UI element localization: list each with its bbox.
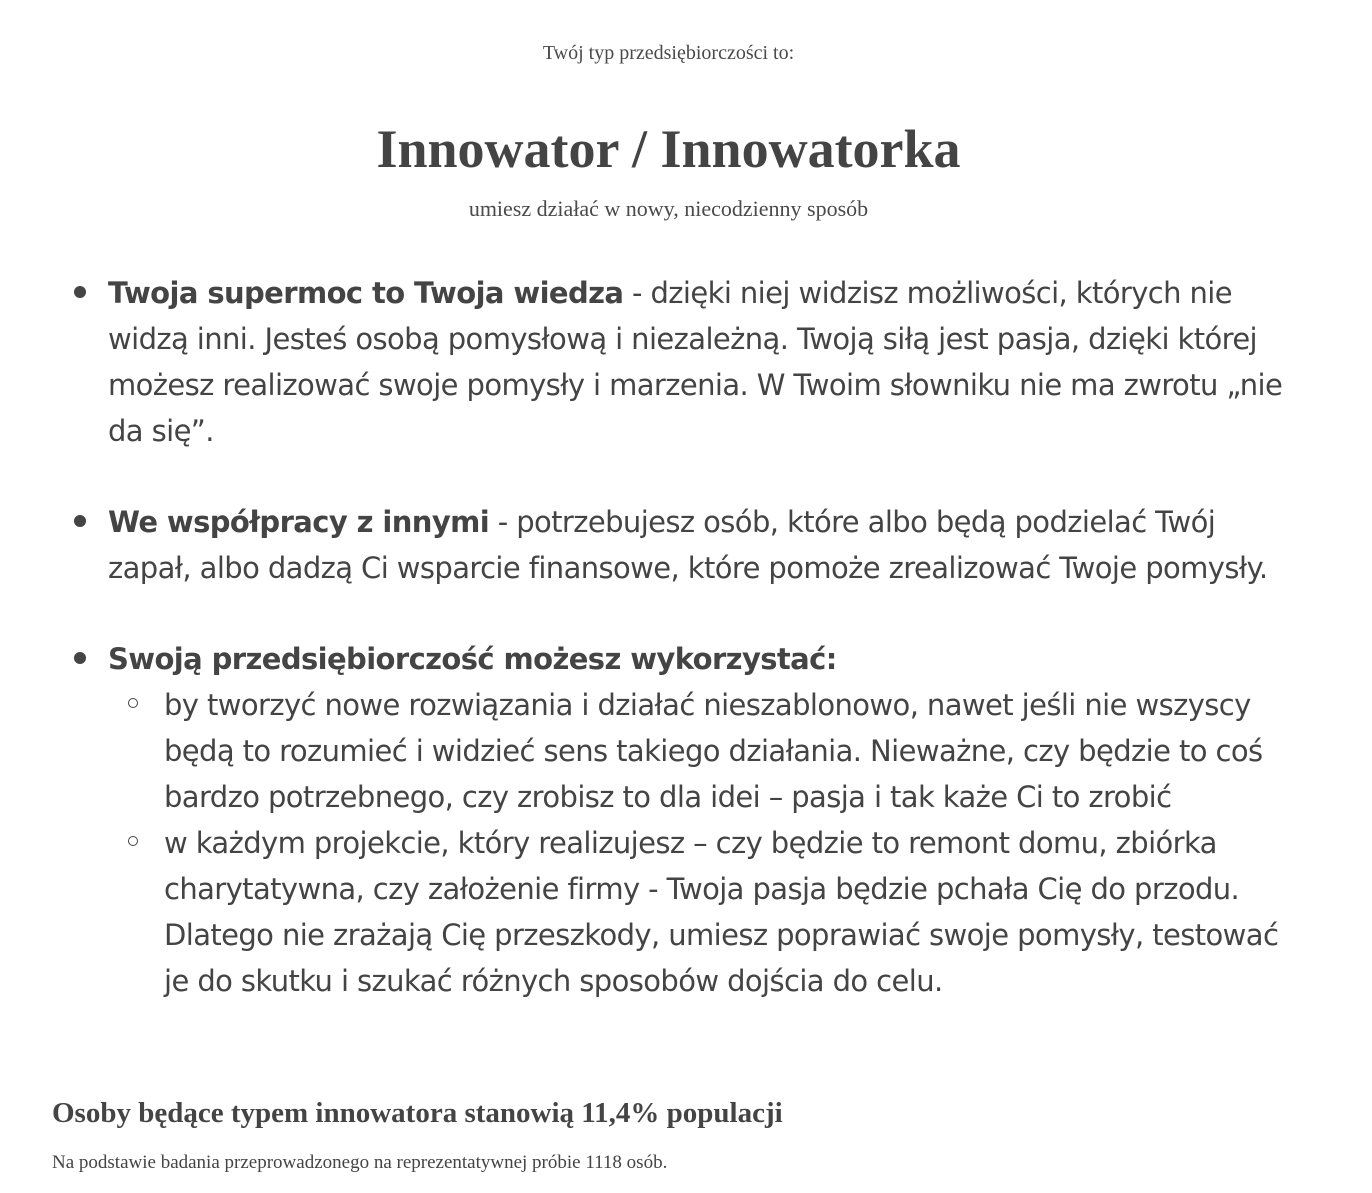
bullet-disc-icon xyxy=(74,286,86,298)
result-title: Innowator / Innowatorka xyxy=(376,119,961,179)
trait-item-supermoc xyxy=(62,270,1292,454)
trait-text: - dzięki niej widzisz możliwości, których nie widzą inni. Jesteś osobą pomysłową i niezależną. Twoją siłą jest pasja, dzięki której możesz realizować swoje pomysły i marzenia. W Twoim słowniku nie ma zwrotu „nie da się”. xyxy=(108,276,1283,448)
trait-lead: Swoją przedsiębiorczość możesz wykorzystać: xyxy=(108,642,837,676)
usage-item-text: w każdym projekcie, który realizujesz – czy będzie to remont domu, zbiórka charytatywna, czy założenie firmy - Twoja pasja będzie pchała Cię do przodu. Dlatego nie zrażają Cię przeszkody, umiesz poprawiać swoje pomysły, testować je do skutku i szukać różnych sposobów dojścia do celu. xyxy=(164,826,1279,998)
usage-item xyxy=(108,820,1292,1004)
population-stat-heading: Osoby będące typem innowatora stanowią 11,4% populacji xyxy=(52,1097,783,1129)
result-intro: Twój typ przedsiębiorczości to: xyxy=(542,42,795,64)
traits-section xyxy=(62,270,1292,1004)
trait-item-wspolpraca xyxy=(62,499,1292,591)
traits-list xyxy=(62,270,1292,1004)
usage-list xyxy=(108,682,1292,1004)
bullet-circle-icon xyxy=(128,698,138,708)
study-footnote: Na podstawie badania przeprowadzonego na reprezentatywnej próbie 1118 osób. xyxy=(52,1152,668,1173)
bullet-disc-icon xyxy=(74,515,86,527)
usage-item-text: by tworzyć nowe rozwiązania i działać nieszablonowo, nawet jeśli nie wszyscy będą to rozumieć i widzieć sens takiego działania. Nieważne, czy będzie to coś bardzo potrzebnego, czy zrobisz to dla idei – pasja i tak każe Ci to zrobić xyxy=(164,688,1263,814)
trait-text: - potrzebujesz osób, które albo będą podzielać Twój zapał, albo dadzą Ci wsparcie finansowe, które pomoże zrealizować Twoje pomysły. xyxy=(108,505,1268,585)
trait-lead: Twoja supermoc to Twoja wiedza xyxy=(108,276,624,310)
trait-item-wykorzystanie xyxy=(62,636,1292,1004)
trait-lead: We współpracy z innymi xyxy=(108,505,490,539)
usage-item xyxy=(108,682,1292,820)
bullet-circle-icon xyxy=(128,836,138,846)
bullet-disc-icon xyxy=(74,652,86,664)
result-subtitle: umiesz działać w nowy, niecodzienny sposób xyxy=(468,196,869,221)
